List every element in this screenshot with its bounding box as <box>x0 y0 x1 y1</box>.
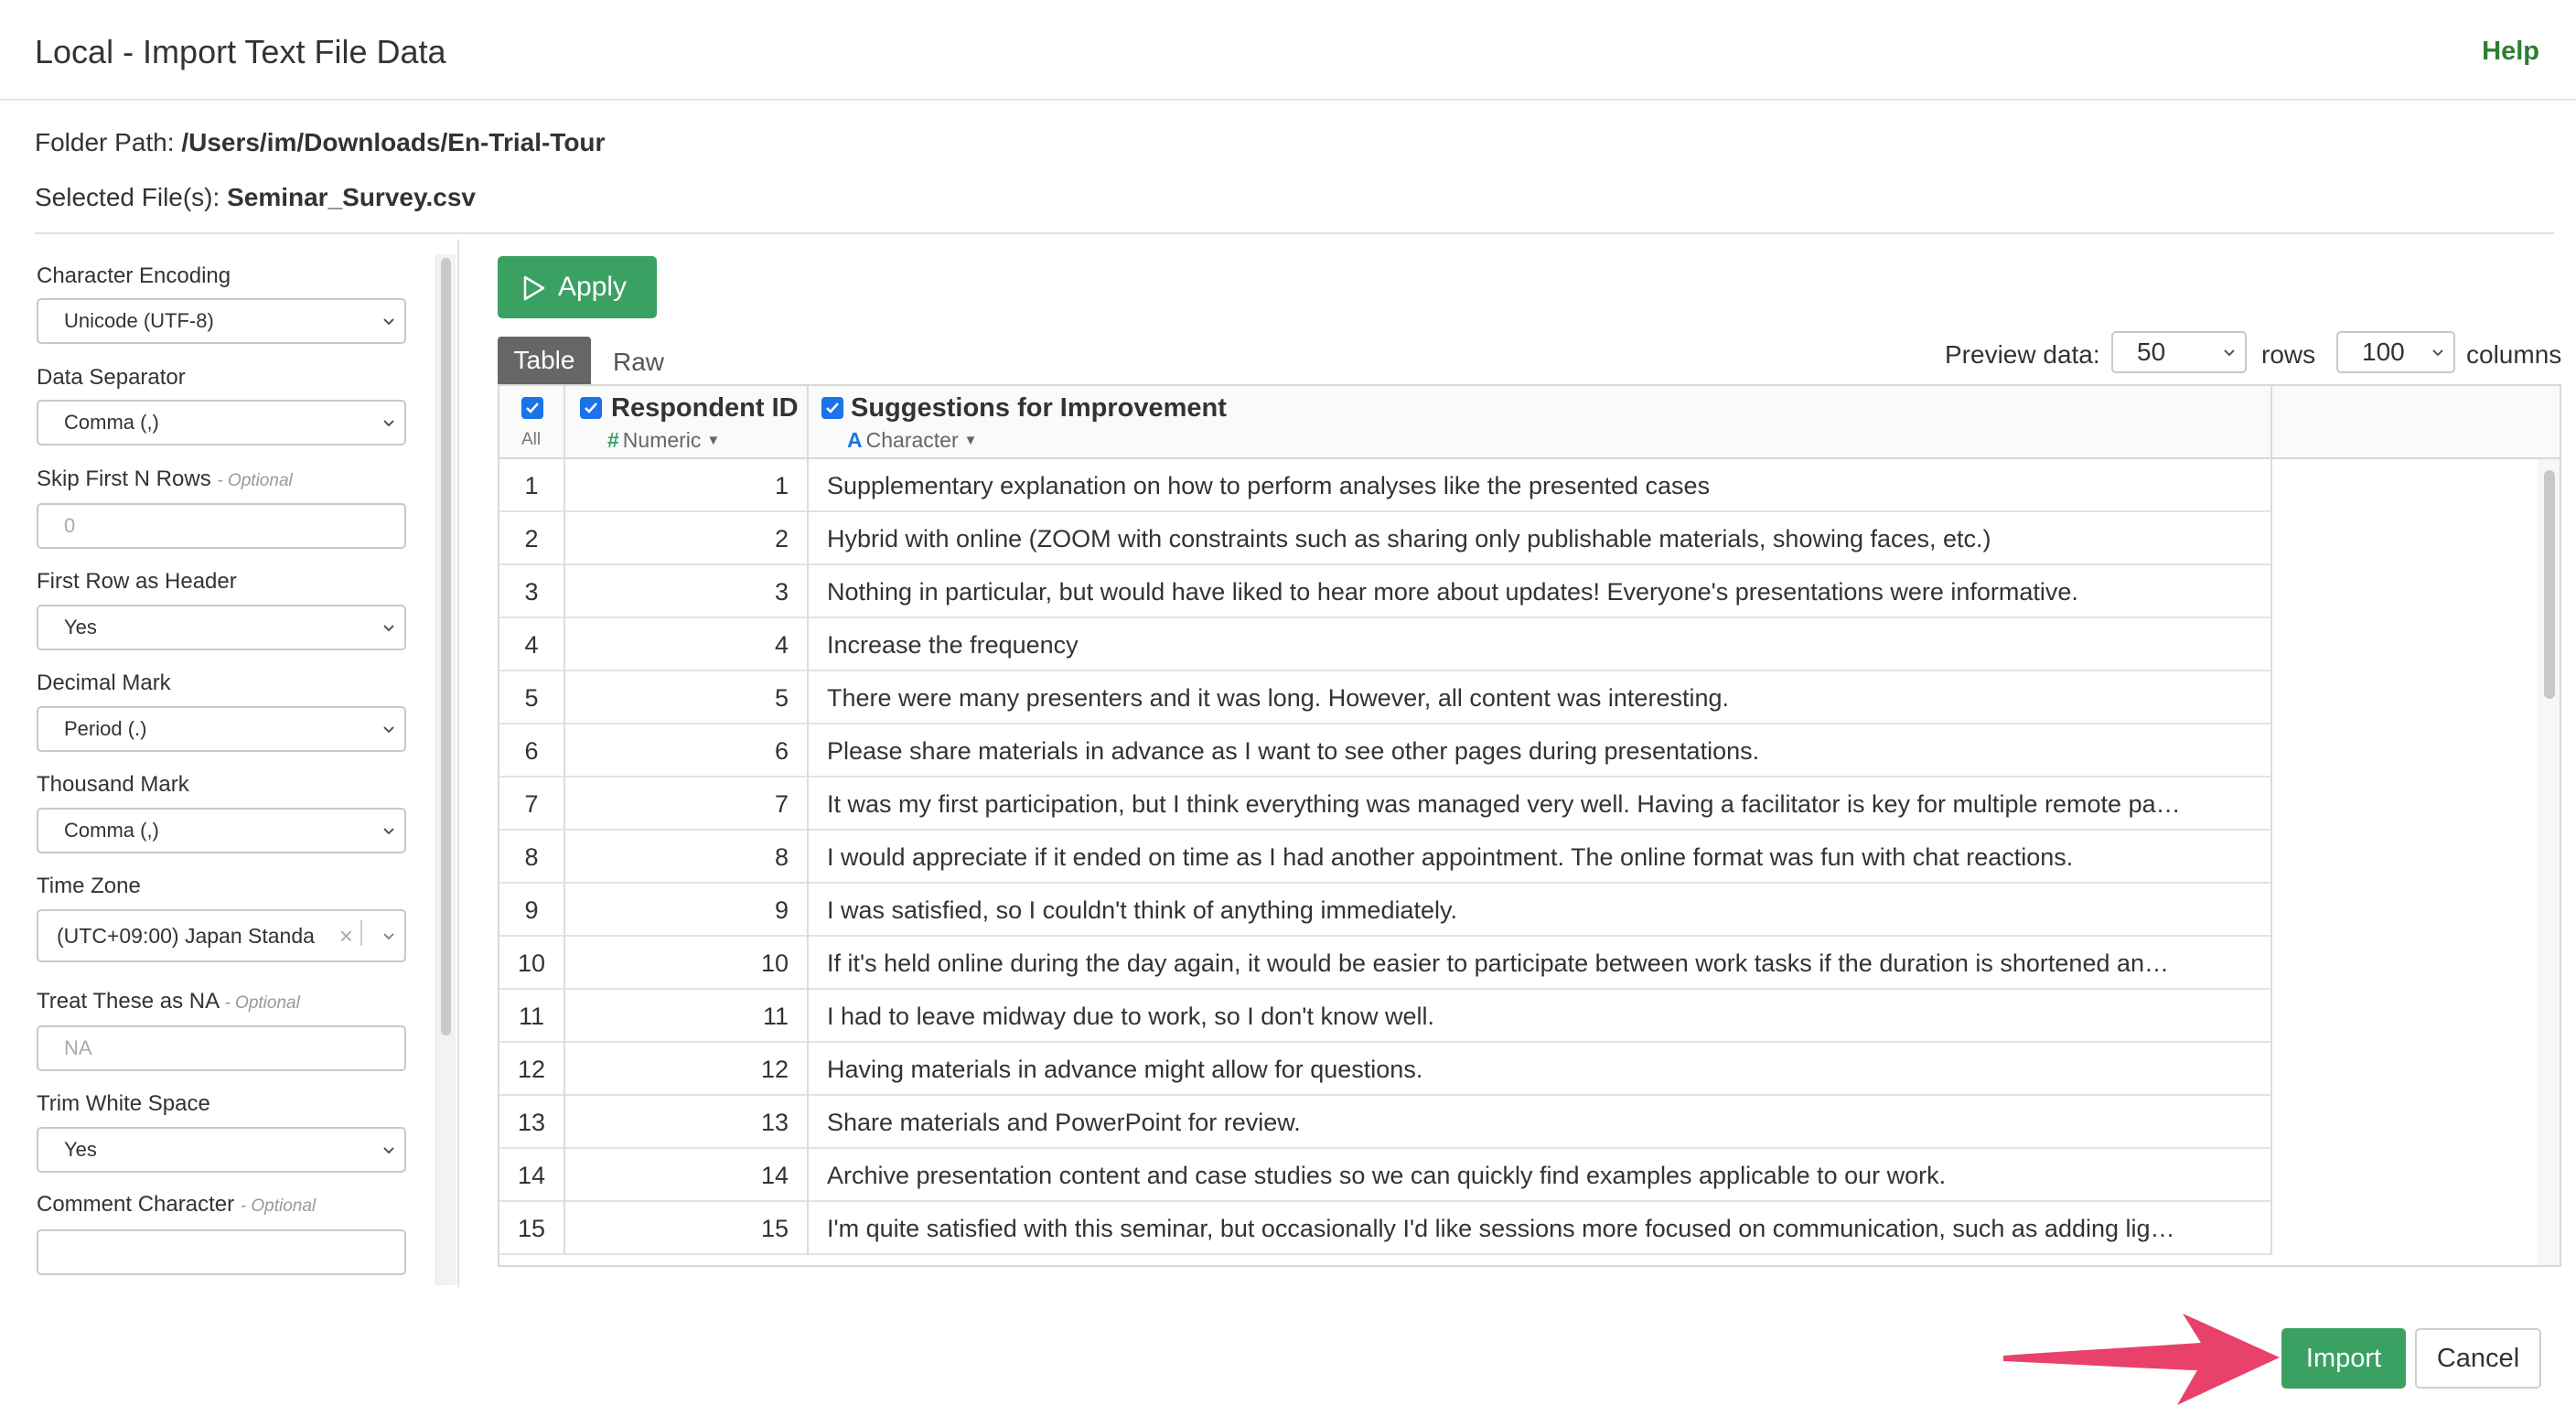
skip-rows-label-text: Skip First N Rows <box>37 467 211 491</box>
row-index: 1 <box>499 459 565 512</box>
rows-label: rows <box>2261 340 2316 369</box>
optional-tag: - Optional <box>240 1196 317 1216</box>
numeric-type-icon: # <box>607 428 619 452</box>
column-type-respondent-id[interactable] <box>607 428 720 453</box>
column-header-respondent-id[interactable] <box>565 386 809 459</box>
respondent-id-cell: 2 <box>565 512 809 565</box>
row-index: 11 <box>499 990 565 1043</box>
column-type-suggestions[interactable] <box>847 428 977 453</box>
suggestion-cell: Share materials and PowerPoint for review. <box>809 1096 2272 1149</box>
row-index: 5 <box>499 671 565 724</box>
preview-columns-value: 100 <box>2362 338 2405 366</box>
suggestion-cell: It was my first participation, but I think everything was managed very well. Having a facilitator is key for multiple remote pa… <box>809 778 2272 831</box>
suggestion-cell: There were many presenters and it was long. However, all content was interesting. <box>809 671 2272 724</box>
respondent-id-cell: 11 <box>565 990 809 1043</box>
all-label: All <box>521 430 542 449</box>
treat-na-label <box>37 989 300 1014</box>
table-scrollbar[interactable] <box>2538 459 2561 1267</box>
table-row[interactable] <box>499 565 2272 618</box>
row-index: 7 <box>499 778 565 831</box>
table-row[interactable] <box>499 671 2272 724</box>
chevron-down-icon <box>2223 346 2236 359</box>
decimal-mark-label: Decimal Mark <box>37 670 171 695</box>
table-scrollbar-thumb[interactable] <box>2544 470 2555 699</box>
column-checkbox-respondent-id[interactable] <box>580 397 602 419</box>
respondent-id-cell: 1 <box>565 459 809 512</box>
row-index: 4 <box>499 618 565 671</box>
preview-columns-select[interactable] <box>2336 331 2455 373</box>
selected-files <box>35 183 476 212</box>
treat-na-placeholder: NA <box>64 1036 92 1059</box>
time-zone-select[interactable] <box>37 909 406 962</box>
decimal-mark-select[interactable] <box>37 706 406 752</box>
character-encoding-value: Unicode (UTF-8) <box>64 309 214 332</box>
time-zone-label: Time Zone <box>37 874 141 898</box>
tab-table[interactable]: Table <box>498 337 591 384</box>
suggestion-cell: Archive presentation content and case studies so we can quickly find examples applicable to our work. <box>809 1149 2272 1202</box>
preview-rows-value: 50 <box>2137 338 2166 366</box>
table-row[interactable] <box>499 1096 2272 1149</box>
table-row[interactable] <box>499 459 2272 512</box>
row-index: 9 <box>499 884 565 937</box>
first-row-header-label: First Row as Header <box>37 569 237 594</box>
column-type-label: Numeric <box>622 428 702 452</box>
respondent-id-cell: 12 <box>565 1043 809 1096</box>
respondent-id-cell: 7 <box>565 778 809 831</box>
select-divider <box>360 920 362 946</box>
row-index: 6 <box>499 724 565 778</box>
suggestion-cell: Hybrid with online (ZOOM with constraints such as sharing only publishable materials, showing faces, etc.) <box>809 512 2272 565</box>
check-icon <box>583 400 599 416</box>
comment-char-label-text: Comment Character <box>37 1192 235 1217</box>
chevron-down-icon <box>382 723 395 735</box>
treat-na-label-text: Treat These as NA <box>37 989 219 1014</box>
help-link[interactable]: Help <box>2482 37 2539 66</box>
folder-path-value: /Users/im/Downloads/En-Trial-Tour <box>181 128 606 156</box>
skip-rows-placeholder: 0 <box>64 514 76 537</box>
suggestion-cell: Nothing in particular, but would have liked to hear more about updates! Everyone's presentations were informative. <box>809 565 2272 618</box>
column-type-label: Character <box>865 428 959 452</box>
column-name-suggestions: Suggestions for Improvement <box>851 393 1227 423</box>
respondent-id-cell: 9 <box>565 884 809 937</box>
trim-whitespace-select[interactable] <box>37 1127 406 1173</box>
table-row[interactable] <box>499 831 2272 884</box>
dialog-header <box>0 0 2576 101</box>
optional-tag: - Optional <box>217 471 293 490</box>
chevron-down-icon <box>382 315 395 327</box>
check-icon <box>524 400 541 416</box>
table-row[interactable] <box>499 884 2272 937</box>
columns-label: columns <box>2466 340 2562 369</box>
row-index: 14 <box>499 1149 565 1202</box>
skip-rows-label <box>37 467 293 492</box>
chevron-down-icon <box>382 824 395 837</box>
data-separator-value: Comma (,) <box>64 411 159 434</box>
row-index: 10 <box>499 937 565 990</box>
respondent-id-cell: 6 <box>565 724 809 778</box>
character-encoding-label: Character Encoding <box>37 263 231 288</box>
data-preview-table <box>498 384 2561 1267</box>
preview-rows-select[interactable] <box>2111 331 2247 373</box>
respondent-id-cell: 5 <box>565 671 809 724</box>
row-index: 12 <box>499 1043 565 1096</box>
suggestion-cell: I'm quite satisfied with this seminar, but occasionally I'd like sessions more focused on communication, such as adding lig… <box>809 1202 2272 1255</box>
chevron-down-icon <box>382 1143 395 1156</box>
time-zone-value: (UTC+09:00) Japan Standa <box>57 924 315 948</box>
data-separator-select[interactable] <box>37 400 406 445</box>
row-index: 13 <box>499 1096 565 1149</box>
preview-data-label: Preview data: <box>1945 340 2100 369</box>
selected-files-label: Selected File(s): <box>35 183 220 211</box>
thousand-mark-select[interactable] <box>37 808 406 853</box>
arrow-pointer-icon <box>2000 1310 2283 1411</box>
table-row[interactable] <box>499 724 2272 778</box>
settings-scrollbar[interactable] <box>435 254 456 1285</box>
import-button[interactable]: Import <box>2281 1328 2406 1389</box>
column-name-respondent-id: Respondent ID <box>611 393 799 423</box>
suggestion-cell: Please share materials in advance as I want to see other pages during presentations. <box>809 724 2272 778</box>
row-index: 3 <box>499 565 565 618</box>
chevron-down-icon[interactable] <box>382 929 395 942</box>
chevron-down-icon <box>2431 346 2444 359</box>
suggestion-cell: Supplementary explanation on how to perform analyses like the presented cases <box>809 459 2272 512</box>
cancel-button[interactable]: Cancel <box>2415 1328 2541 1389</box>
character-type-icon: A <box>847 428 863 452</box>
table-row[interactable] <box>499 990 2272 1043</box>
chevron-down-icon <box>382 416 395 429</box>
header-divider <box>35 232 2554 234</box>
select-all-checkbox[interactable] <box>521 397 543 419</box>
treat-na-input[interactable] <box>37 1025 406 1071</box>
first-row-header-value: Yes <box>64 616 97 638</box>
thousand-mark-value: Comma (,) <box>64 819 159 842</box>
table-row[interactable] <box>499 512 2272 565</box>
folder-path-label: Folder Path: <box>35 128 175 156</box>
table-row[interactable] <box>499 1043 2272 1096</box>
suggestion-cell: Increase the frequency <box>809 618 2272 671</box>
tab-raw[interactable]: Raw <box>613 348 665 376</box>
chevron-down-icon <box>382 621 395 634</box>
respondent-id-cell: 14 <box>565 1149 809 1202</box>
row-index: 2 <box>499 512 565 565</box>
play-icon <box>521 274 547 302</box>
comment-char-label <box>37 1192 316 1218</box>
decimal-mark-value: Period (.) <box>64 717 147 740</box>
row-index: 15 <box>499 1202 565 1255</box>
table-header <box>499 386 2560 459</box>
respondent-id-cell: 10 <box>565 937 809 990</box>
respondent-id-cell: 13 <box>565 1096 809 1149</box>
table-row[interactable] <box>499 618 2272 671</box>
optional-tag: - Optional <box>224 993 300 1013</box>
respondent-id-cell: 4 <box>565 618 809 671</box>
column-checkbox-suggestions[interactable] <box>821 397 843 419</box>
selected-files-value: Seminar_Survey.csv <box>227 183 476 211</box>
table-row[interactable] <box>499 778 2272 831</box>
settings-scrollbar-thumb[interactable] <box>441 258 451 1035</box>
column-header-suggestions[interactable] <box>809 386 2272 459</box>
skip-rows-input[interactable] <box>37 503 406 549</box>
data-separator-label: Data Separator <box>37 365 186 390</box>
caret-down-icon: ▼ <box>706 433 721 448</box>
folder-path <box>35 128 605 157</box>
apply-label: Apply <box>558 272 628 302</box>
respondent-id-cell: 15 <box>565 1202 809 1255</box>
panel-divider <box>457 240 459 1287</box>
check-icon <box>824 400 841 416</box>
table-row[interactable] <box>499 937 2272 990</box>
respondent-id-cell: 8 <box>565 831 809 884</box>
suggestion-cell: If it's held online during the day again, it would be easier to participate between work tasks if the duration is shortened an… <box>809 937 2272 990</box>
dialog-title: Local - Import Text File Data <box>35 33 446 70</box>
table-row[interactable] <box>499 1202 2272 1255</box>
suggestion-cell: I would appreciate if it ended on time as I had another appointment. The online format was fun with chat reactions. <box>809 831 2272 884</box>
first-row-header-select[interactable] <box>37 605 406 650</box>
table-row[interactable] <box>499 1149 2272 1202</box>
respondent-id-cell: 3 <box>565 565 809 618</box>
suggestion-cell: I was satisfied, so I couldn't think of anything immediately. <box>809 884 2272 937</box>
comment-char-input[interactable] <box>37 1229 406 1275</box>
clear-icon[interactable]: × <box>338 922 353 949</box>
trim-whitespace-label: Trim White Space <box>37 1091 210 1116</box>
apply-button[interactable] <box>498 256 657 318</box>
trim-whitespace-value: Yes <box>64 1138 97 1161</box>
caret-down-icon: ▼ <box>963 433 978 448</box>
character-encoding-select[interactable] <box>37 298 406 344</box>
row-index: 8 <box>499 831 565 884</box>
select-all-column <box>499 386 565 459</box>
suggestion-cell: I had to leave midway due to work, so I don't know well. <box>809 990 2272 1043</box>
suggestion-cell: Having materials in advance might allow for questions. <box>809 1043 2272 1096</box>
thousand-mark-label: Thousand Mark <box>37 772 189 797</box>
